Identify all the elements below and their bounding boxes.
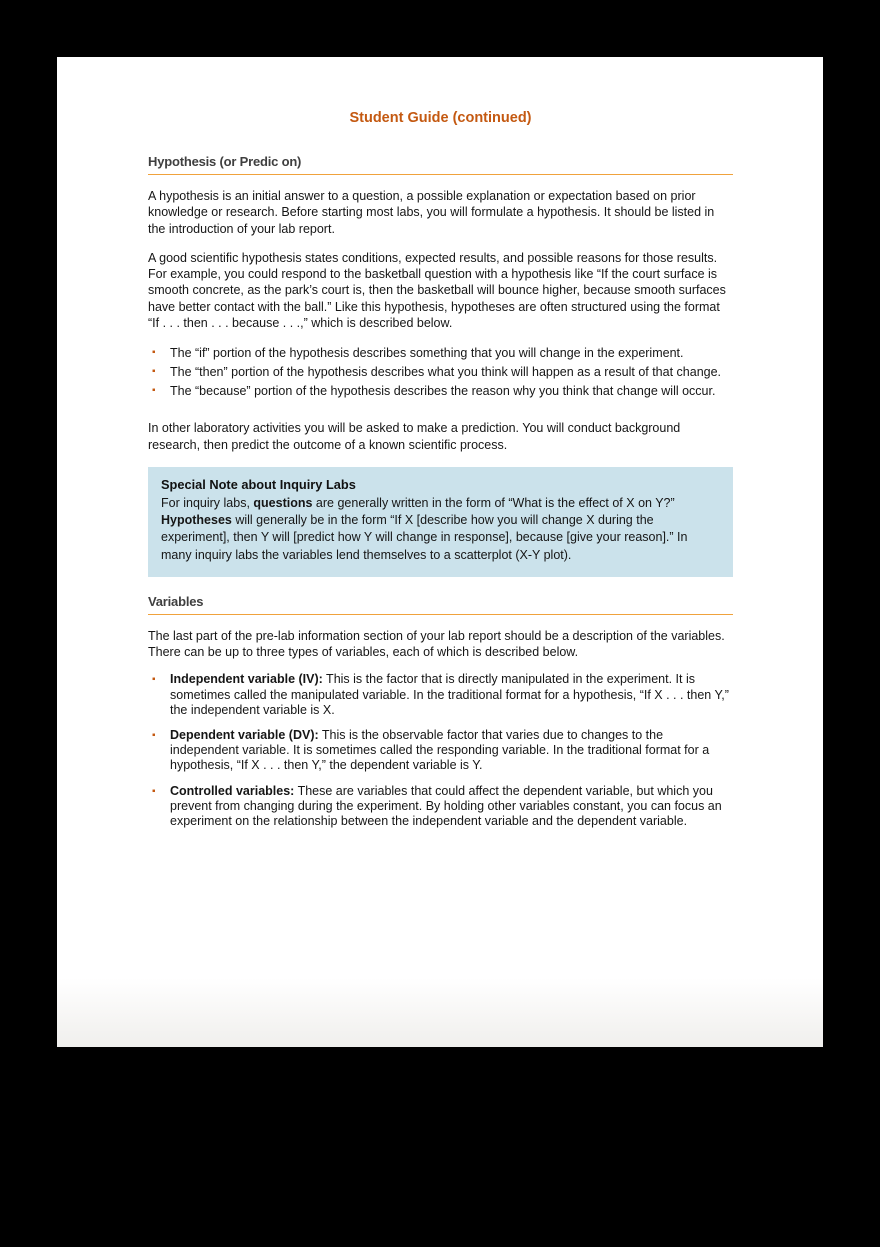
list-item xyxy=(148,383,733,399)
bullet-square-icon: ▪ xyxy=(152,347,156,359)
hypothesis-paragraph-2: A good scientific hypothesis states conditions, expected results, and possible reasons for those results. For example, you could respond to the basketball question with a hypothesis like “If the court surface is smooth concrete, as the park’s court is, then the basketball will bounce higher, because smooth surfaces have better contact with the ball.” Like this hypothesis, hypotheses are often structured using the format “If . . . then . . . because . . .,” which is described below. xyxy=(148,250,726,331)
callout-segment: are generally written in the form of “What is the effect of X on Y?” xyxy=(312,495,675,510)
bullet-square-icon: ▪ xyxy=(152,674,156,686)
list-item xyxy=(148,672,733,718)
list-item xyxy=(148,728,733,774)
callout-segment-bold: questions xyxy=(253,495,313,510)
section-heading-hypothesis: Hypothesis (or Predic on) xyxy=(148,154,733,175)
inquiry-labs-callout-box xyxy=(148,467,733,577)
variable-term: Dependent variable (DV): xyxy=(170,727,319,742)
variable-description: This is the factor that is directly manipulated in the experiment. It is sometimes called the manipulated variable. In the traditional format for a hypothesis, “If X . . . then Y,” the independent variable is X. xyxy=(170,672,729,717)
list-item xyxy=(148,784,733,830)
bullet-square-icon: ▪ xyxy=(152,729,156,741)
variable-description: These are variables that could affect the dependent variable, but which you prevent from changing during the experiment. By holding other variables constant, you can focus an experiment on the relationship between the independent variable and the dependent variable. xyxy=(170,783,722,828)
bullet-text xyxy=(170,784,733,830)
hypothesis-bullet-list xyxy=(148,345,733,399)
bullet-square-icon: ▪ xyxy=(152,366,156,378)
variables-bullet-list xyxy=(148,672,733,829)
page-title: Student Guide (continued) xyxy=(349,110,532,126)
variable-term: Independent variable (IV): xyxy=(170,672,323,687)
bullet-text: The “if” portion of the hypothesis describes something that you will change in the experiment. xyxy=(170,346,684,361)
section-heading-variables: Variables xyxy=(148,594,733,615)
callout-segment: will generally be in the form “If X [describe how you will change X during the experiment], then Y will [predict how Y will change in response], because [give your reason].” In many inquiry labs the variables lend themselves to a scatterplot (X-Y plot). xyxy=(161,513,688,562)
callout-body xyxy=(161,495,719,564)
callout-segment-bold: Hypotheses xyxy=(161,513,232,528)
page-content xyxy=(57,57,823,829)
callout-segment: For inquiry labs, xyxy=(161,495,254,510)
hypothesis-paragraph-1: A hypothesis is an initial answer to a question, a possible explanation or expectation based on prior knowledge or research. Before starting most labs, you will formulate a hypothesis. It should be listed in the introduction of your lab report. xyxy=(148,189,715,236)
bullet-text: The “because” portion of the hypothesis describes the reason why you think that change will occur. xyxy=(170,384,716,399)
bullet-text xyxy=(170,728,733,774)
bullet-square-icon: ▪ xyxy=(152,785,156,797)
bullet-text: The “then” portion of the hypothesis describes what you think will happen as a result of that change. xyxy=(170,365,722,380)
hypothesis-paragraph-3: In other laboratory activities you will be asked to make a prediction. You will conduct background research, then predict the outcome of a known scientific process. xyxy=(148,421,681,452)
callout-title: Special Note about Inquiry Labs xyxy=(161,476,356,492)
variable-term: Controlled variables: xyxy=(170,783,295,798)
bullet-square-icon: ▪ xyxy=(152,385,156,397)
bullet-text xyxy=(170,672,733,718)
variable-description: This is the observable factor that varies due to changes to the independent variable. It is sometimes called the responding variable. In the traditional format for a hypothesis, “If X . . . then Y,” the dependent variable is Y. xyxy=(170,727,710,773)
list-item xyxy=(148,345,733,361)
list-item xyxy=(148,364,733,380)
variables-paragraph-1: The last part of the pre-lab information section of your lab report should be a description of the variables. There can be up to three types of variables, each of which is described below. xyxy=(148,628,725,660)
document-page xyxy=(57,57,823,1047)
